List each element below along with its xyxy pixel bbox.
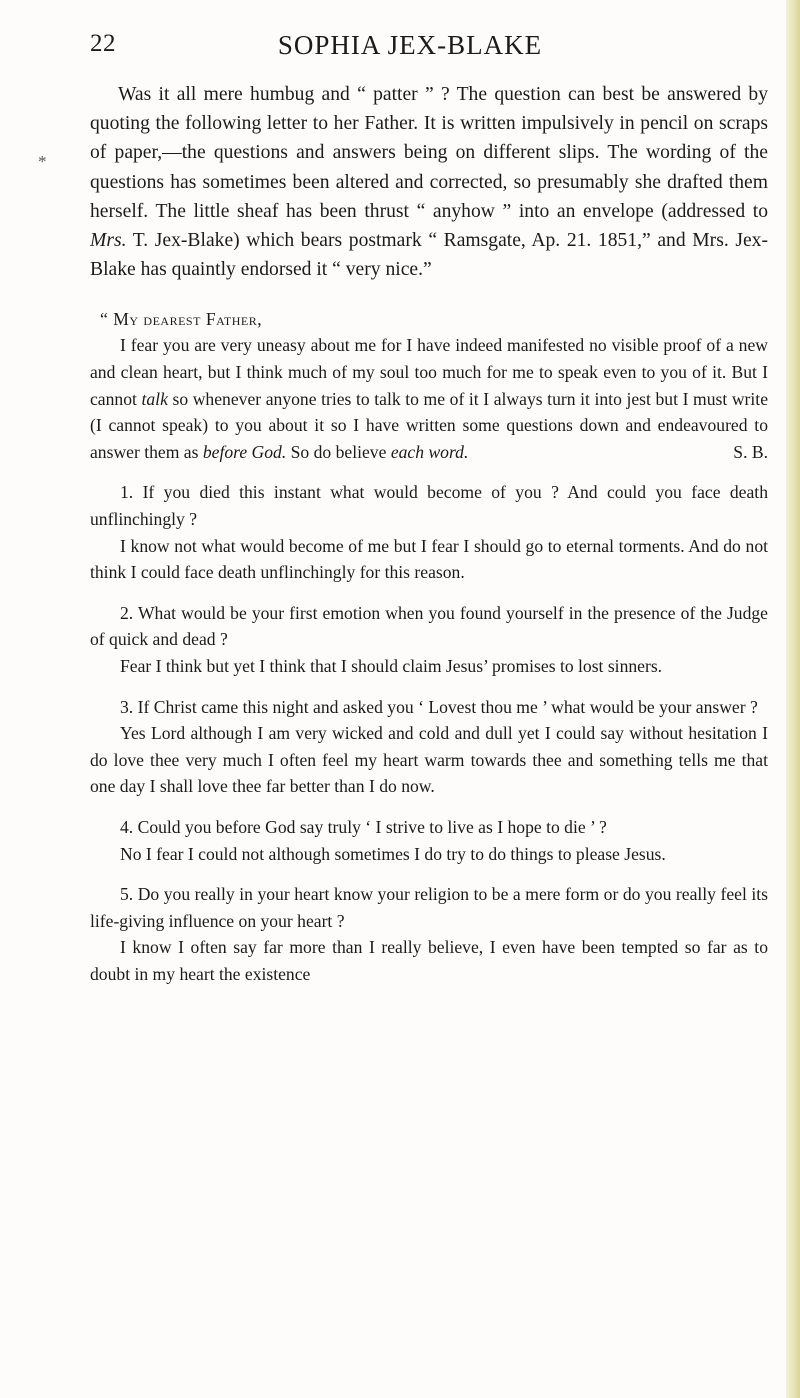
letter-text-c: So do believe <box>286 441 391 462</box>
letter-paragraph <box>90 332 768 465</box>
letter-text-b: so whenever anyone tries to talk to me of it I always turn it into jest but I must write (I cannot speak) to you about it so I have written some questions down and endeavoured to answer them as <box>90 388 769 462</box>
page-number: 22 <box>90 30 116 57</box>
page-body <box>90 80 768 987</box>
answer-3: Yes Lord although I am very wicked and cold and dull yet I could say without hesitation I do love thee very much I often feel my heart warm towards thee and something tells me that one day I shall love thee far better than I do now. <box>90 723 768 797</box>
question-1: 1. If you died this instant what would become of you ? And could you face death unflinchingly ? <box>90 482 768 529</box>
intro-paragraph <box>90 80 768 284</box>
letter-text-a: I fear you are very uneasy about me for I have indeed manifested no visible proof of a new and clean heart, but I think much of my soul too much for me to speak even to you of it. But I cannot <box>90 335 768 409</box>
question-4: 4. Could you before God say truly ‘ I strive to live as I hope to die ’ ? <box>120 816 607 837</box>
letter-talk: talk <box>141 388 168 409</box>
answer-2: Fear I think but yet I think that I should claim Jesus’ promises to lost sinners. <box>120 655 663 676</box>
question-5: 5. Do you really in your heart know your religion to be a mere form or do you really feel its life-giving influence on your heart ? <box>90 884 768 931</box>
letter-before-god: before God. <box>202 441 287 462</box>
intro-text-1: Was it all mere humbug and “ patter ” ? The question can best be answered by quoting the following letter to her Father. It is written impulsively in pencil on scraps of paper,—the questions and answers being on different slips. The wording of the questions has sometimes been altered and corrected, so presumably she drafted them herself. The little sheaf has been thrust “ anyhow ” into an envelope (addressed to <box>90 84 768 222</box>
margin-mark: * <box>38 152 47 171</box>
letter-signature: S. B. <box>733 441 768 462</box>
answer-5: I know I often say far more than I really believe, I even have been tempted so far as to doubt in my heart the existence <box>90 937 768 984</box>
letter-each-word: each word. <box>390 441 469 462</box>
intro-mrs: Mrs. <box>90 230 127 252</box>
answer-4: No I fear I could not although sometimes I do try to do things to please Jesus. <box>120 843 666 864</box>
running-title: SOPHIA JEX-BLAKE <box>277 30 543 60</box>
page-edge <box>786 0 800 1398</box>
answer-1: I know not what would become of me but I fear I should go to eternal torments. And do not think I could face death unflinchingly for this reason. <box>90 535 768 583</box>
question-2: 2. What would be your first emotion when you found yourself in the presence of the Judge of quick and dead ? <box>90 602 768 650</box>
letter-salutation: “ My dearest Father, <box>100 309 263 330</box>
intro-text-2: T. Jex-Blake) which bears postmark “ Ramsgate, Ap. 21. 1851,” and Mrs. Jex-Blake has quaintly endorsed it “ very nice.” <box>90 230 768 281</box>
qa-list <box>90 479 768 987</box>
question-3: 3. If Christ came this night and asked you ‘ Lovest thou me ’ what would be your answer ? <box>120 696 758 717</box>
